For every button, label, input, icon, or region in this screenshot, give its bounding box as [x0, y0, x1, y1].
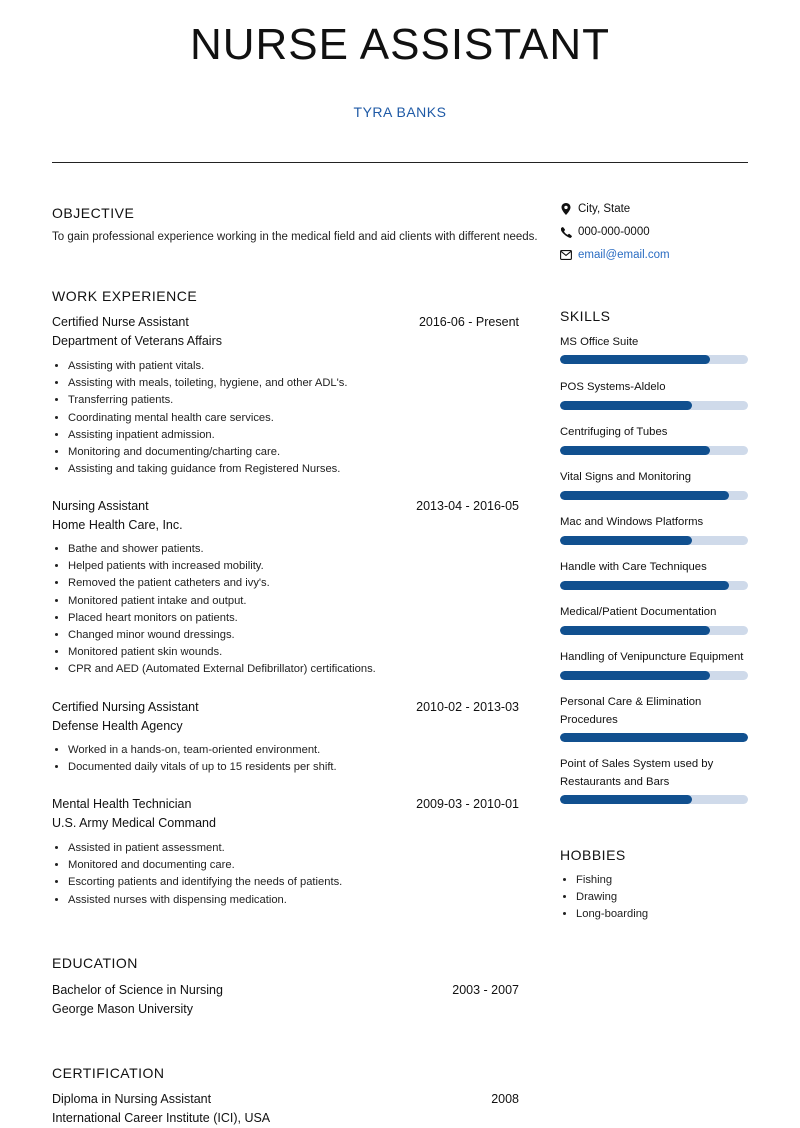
list-item: • Assisting inpatient admission.	[68, 427, 348, 444]
skill-name: Handle with Care Techniques	[560, 561, 707, 573]
list-item: • Bathe and shower patients.	[68, 541, 376, 558]
list-item: • Transferring patients.	[68, 392, 348, 409]
header-divider	[52, 162, 748, 163]
skill-item	[560, 694, 720, 729]
education-date: 2003 - 2007	[452, 983, 519, 997]
education-school: George Mason University	[52, 1002, 194, 1016]
skill-item	[560, 649, 748, 667]
job-bullets	[52, 541, 376, 679]
skill-item	[560, 514, 748, 532]
job-bullets	[52, 840, 342, 909]
skill-bar	[560, 446, 748, 455]
skill-name: Handling of Venipuncture Equipment	[560, 651, 744, 663]
email-link[interactable]: email@email.com	[578, 249, 670, 261]
skill-bar-fill	[560, 401, 692, 410]
list-item: • Fishing	[576, 872, 648, 889]
skill-bar-fill	[560, 671, 710, 680]
list-item: • Monitored and documenting care.	[68, 857, 342, 874]
list-item: • Assisting and taking guidance from Registered Nurses.	[68, 461, 348, 478]
list-item: • Removed the patient catheters and ivy's.	[68, 575, 376, 592]
skill-item	[560, 379, 748, 397]
job-title: Nursing Assistant	[52, 499, 149, 513]
candidate-name: TYRA BANKS	[353, 104, 447, 120]
contact-phone	[560, 226, 650, 238]
job-title: Mental Health Technician	[52, 797, 192, 811]
certification-name: Diploma in Nursing Assistant	[52, 1092, 212, 1106]
list-item: • Monitoring and documenting/charting care.	[68, 444, 348, 461]
list-item: • Assisted nurses with dispensing medication.	[68, 892, 342, 909]
list-item: • CPR and AED (Automated External Defibrillator) certifications.	[68, 661, 376, 678]
resume-title: NURSE ASSISTANT	[189, 20, 611, 69]
skill-name: Mac and Windows Platforms	[560, 516, 704, 528]
job-bullets	[52, 742, 337, 776]
list-item: • Documented daily vitals of up to 15 residents per shift.	[68, 759, 337, 776]
skill-bar	[560, 626, 748, 635]
job-organization: U.S. Army Medical Command	[52, 816, 216, 830]
skill-bar-fill	[560, 626, 710, 635]
location-text: City, State	[578, 203, 631, 215]
list-item: • Assisting with patient vitals.	[68, 358, 348, 375]
phone-text: 000-000-0000	[578, 226, 650, 238]
skill-bar	[560, 355, 748, 364]
job-title: Certified Nursing Assistant	[52, 700, 199, 714]
skill-bar	[560, 536, 748, 545]
objective-text: To gain professional experience working in the medical field and aid clients with different needs.	[52, 231, 538, 243]
skill-item	[560, 334, 748, 352]
hobbies-list	[560, 872, 648, 924]
list-item: • Coordinating mental health care services.	[68, 410, 348, 427]
objective-heading: OBJECTIVE	[52, 205, 135, 221]
map-pin-icon	[560, 203, 572, 215]
job-title: Certified Nurse Assistant	[52, 315, 189, 329]
job-date: 2010-02 - 2013-03	[416, 700, 519, 714]
skill-bar-fill	[560, 446, 710, 455]
list-item: • Assisting with meals, toileting, hygiene, and other ADL's.	[68, 375, 348, 392]
skill-name: Point of Sales System used by Restaurants and Bars	[560, 758, 714, 788]
skill-bar	[560, 491, 748, 500]
skill-name: Personal Care & Elimination Procedures	[560, 696, 702, 726]
skill-bar-fill	[560, 536, 692, 545]
list-item: • Monitored patient intake and output.	[68, 593, 376, 610]
skill-bar	[560, 733, 748, 742]
skill-name: Vital Signs and Monitoring	[560, 471, 692, 483]
skill-bar	[560, 581, 748, 590]
skill-item	[560, 469, 748, 487]
skill-bar-fill	[560, 491, 729, 500]
skill-bar	[560, 401, 748, 410]
skill-item	[560, 604, 748, 622]
certification-org: International Career Institute (ICI), USA	[52, 1111, 271, 1125]
job-organization: Department of Veterans Affairs	[52, 334, 223, 348]
job-date: 2013-04 - 2016-05	[416, 499, 519, 513]
list-item: • Long-boarding	[576, 906, 648, 923]
skill-item	[560, 424, 748, 442]
phone-icon	[560, 226, 572, 238]
skill-bar-fill	[560, 355, 710, 364]
envelope-icon	[560, 249, 572, 261]
education-heading: EDUCATION	[52, 955, 138, 971]
certification-date: 2008	[491, 1092, 519, 1106]
contact-location	[560, 203, 630, 215]
hobbies-heading: HOBBIES	[560, 847, 626, 863]
skill-bar-fill	[560, 733, 748, 742]
skill-item	[560, 756, 720, 791]
skill-bar	[560, 671, 748, 680]
education-degree: Bachelor of Science in Nursing	[52, 983, 223, 997]
skill-bar	[560, 795, 748, 804]
job-bullets	[52, 358, 348, 478]
skill-name: MS Office Suite	[560, 336, 639, 348]
job-organization: Home Health Care, Inc.	[52, 518, 183, 532]
skill-item	[560, 559, 748, 577]
skill-name: POS Systems-Aldelo	[560, 381, 666, 393]
job-organization: Defense Health Agency	[52, 719, 183, 733]
skill-name: Medical/Patient Documentation	[560, 606, 717, 618]
job-date: 2016-06 - Present	[418, 315, 519, 329]
list-item: • Drawing	[576, 889, 648, 906]
list-item: • Monitored patient skin wounds.	[68, 644, 376, 661]
list-item: • Worked in a hands-on, team-oriented environment.	[68, 742, 337, 759]
job-date: 2009-03 - 2010-01	[416, 797, 519, 811]
contact-email[interactable]	[560, 249, 670, 261]
list-item: • Placed heart monitors on patients.	[68, 610, 376, 627]
work-experience-heading: WORK EXPERIENCE	[52, 288, 198, 304]
list-item: • Escorting patients and identifying the needs of patients.	[68, 874, 342, 891]
list-item: • Helped patients with increased mobility.	[68, 558, 376, 575]
skill-name: Centrifuging of Tubes	[560, 426, 668, 438]
list-item: • Assisted in patient assessment.	[68, 840, 342, 857]
skills-heading: SKILLS	[560, 308, 611, 324]
certification-heading: CERTIFICATION	[52, 1065, 165, 1081]
skill-bar-fill	[560, 581, 729, 590]
list-item: • Changed minor wound dressings.	[68, 627, 376, 644]
skill-bar-fill	[560, 795, 692, 804]
